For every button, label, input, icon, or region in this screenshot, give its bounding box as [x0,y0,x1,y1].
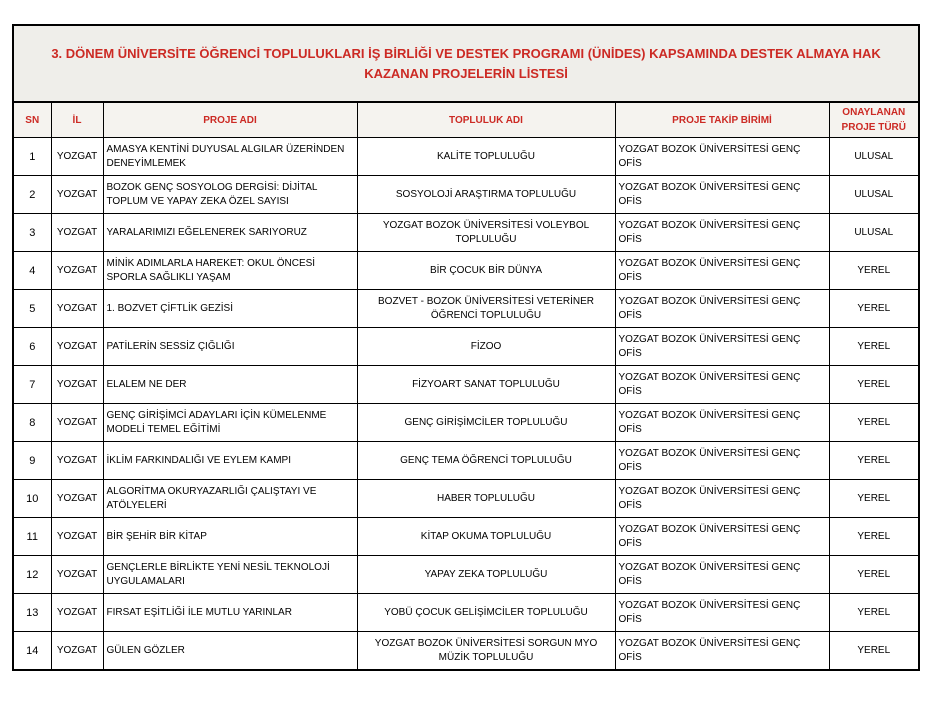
row-proje-adi: 1. BOZVET ÇİFTLİK GEZİSİ [103,290,357,328]
row-proje-adi: BİR ŞEHİR BİR KİTAP [103,518,357,556]
row-proje-adi: YARALARIMIZI EĞELENEREK SARIYORUZ [103,214,357,252]
table-row [13,518,919,556]
row-sn: 6 [13,328,51,366]
row-proje-turu: YEREL [829,594,919,632]
row-proje-turu: YEREL [829,556,919,594]
row-topluluk-adi: FİZYOART SANAT TOPLULUĞU [357,366,615,404]
row-takip-birimi: YOZGAT BOZOK ÜNİVERSİTESİ GENÇ OFİS [615,176,829,214]
row-il: YOZGAT [51,594,103,632]
row-proje-adi: PATİLERİN SESSİZ ÇIĞLIĞI [103,328,357,366]
row-takip-birimi: YOZGAT BOZOK ÜNİVERSİTESİ GENÇ OFİS [615,366,829,404]
table-row [13,214,919,252]
row-proje-adi: AMASYA KENTİNİ DUYUSAL ALGILAR ÜZERİNDEN DENEYİMLEMEK [103,138,357,176]
row-il: YOZGAT [51,328,103,366]
row-topluluk-adi: GENÇ GİRİŞİMCİLER TOPLULUĞU [357,404,615,442]
row-il: YOZGAT [51,214,103,252]
row-takip-birimi: YOZGAT BOZOK ÜNİVERSİTESİ GENÇ OFİS [615,290,829,328]
table-row [13,138,919,176]
row-takip-birimi: YOZGAT BOZOK ÜNİVERSİTESİ GENÇ OFİS [615,252,829,290]
row-sn: 10 [13,480,51,518]
row-takip-birimi: YOZGAT BOZOK ÜNİVERSİTESİ GENÇ OFİS [615,594,829,632]
header-proje-turu: ONAYLANAN PROJE TÜRÜ [829,102,919,138]
row-takip-birimi: YOZGAT BOZOK ÜNİVERSİTESİ GENÇ OFİS [615,556,829,594]
row-proje-adi: FIRSAT EŞİTLİĞİ İLE MUTLU YARINLAR [103,594,357,632]
row-proje-turu: YEREL [829,328,919,366]
table-body [13,138,919,671]
row-topluluk-adi: KİTAP OKUMA TOPLULUĞU [357,518,615,556]
row-proje-turu: YEREL [829,252,919,290]
row-proje-turu: YEREL [829,404,919,442]
row-sn: 11 [13,518,51,556]
row-proje-adi: ALGORİTMA OKURYAZARLIĞI ÇALIŞTAYI VE ATÖLYELERİ [103,480,357,518]
row-proje-adi: ELALEM NE DER [103,366,357,404]
row-topluluk-adi: YAPAY ZEKA TOPLULUĞU [357,556,615,594]
row-takip-birimi: YOZGAT BOZOK ÜNİVERSİTESİ GENÇ OFİS [615,328,829,366]
row-proje-turu: YEREL [829,480,919,518]
table-row [13,632,919,671]
header-proje-adi: PROJE ADI [103,102,357,138]
row-proje-adi: BOZOK GENÇ SOSYOLOG DERGİSİ: DİJİTAL TOPLUM VE YAPAY ZEKA ÖZEL SAYISI [103,176,357,214]
row-proje-adi: GENÇ GİRİŞİMCİ ADAYLARI İÇİN KÜMELENME MODELİ TEMEL EĞİTİMİ [103,404,357,442]
row-il: YOZGAT [51,632,103,671]
row-takip-birimi: YOZGAT BOZOK ÜNİVERSİTESİ GENÇ OFİS [615,632,829,671]
row-il: YOZGAT [51,176,103,214]
row-il: YOZGAT [51,480,103,518]
header-topluluk-adi: TOPLULUK ADI [357,102,615,138]
table-row [13,290,919,328]
row-sn: 14 [13,632,51,671]
row-takip-birimi: YOZGAT BOZOK ÜNİVERSİTESİ GENÇ OFİS [615,442,829,480]
row-proje-adi: GÜLEN GÖZLER [103,632,357,671]
row-sn: 13 [13,594,51,632]
row-takip-birimi: YOZGAT BOZOK ÜNİVERSİTESİ GENÇ OFİS [615,518,829,556]
row-topluluk-adi: BOZVET - BOZOK ÜNİVERSİTESİ VETERİNER ÖĞRENCİ TOPLULUĞU [357,290,615,328]
table-row [13,328,919,366]
row-il: YOZGAT [51,404,103,442]
row-topluluk-adi: FİZOO [357,328,615,366]
row-proje-adi: GENÇLERLE BİRLİKTE YENİ NESİL TEKNOLOJİ UYGULAMALARI [103,556,357,594]
row-proje-adi: MİNİK ADIMLARLA HAREKET: OKUL ÖNCESİ SPORLA SAĞLIKLI YAŞAM [103,252,357,290]
row-il: YOZGAT [51,138,103,176]
row-il: YOZGAT [51,556,103,594]
row-proje-turu: YEREL [829,366,919,404]
row-sn: 12 [13,556,51,594]
row-il: YOZGAT [51,518,103,556]
table-row [13,480,919,518]
header-il: İL [51,102,103,138]
row-sn: 7 [13,366,51,404]
header-sn: SN [13,102,51,138]
row-proje-adi: İKLİM FARKINDALIĞI VE EYLEM KAMPI [103,442,357,480]
row-sn: 4 [13,252,51,290]
row-sn: 2 [13,176,51,214]
project-list-sheet [12,24,918,671]
table-row [13,442,919,480]
table-row [13,594,919,632]
row-takip-birimi: YOZGAT BOZOK ÜNİVERSİTESİ GENÇ OFİS [615,480,829,518]
document-title: 3. DÖNEM ÜNİVERSİTE ÖĞRENCİ TOPLULUKLARI İŞ BİRLİĞİ VE DESTEK PROGRAMI (ÜNİDES) KAPSAMINDA DESTEK ALMAYA HAK KAZANAN PROJELERİN LİSTESİ [13,25,919,102]
row-il: YOZGAT [51,366,103,404]
row-sn: 1 [13,138,51,176]
row-topluluk-adi: KALİTE TOPLULUĞU [357,138,615,176]
row-topluluk-adi: YOBÜ ÇOCUK GELİŞİMCİLER TOPLULUĞU [357,594,615,632]
row-proje-turu: ULUSAL [829,138,919,176]
row-proje-turu: YEREL [829,290,919,328]
row-sn: 5 [13,290,51,328]
row-topluluk-adi: GENÇ TEMA ÖĞRENCİ TOPLULUĞU [357,442,615,480]
table-row [13,252,919,290]
row-topluluk-adi: YOZGAT BOZOK ÜNİVERSİTESİ SORGUN MYO MÜZİK TOPLULUĞU [357,632,615,671]
row-topluluk-adi: HABER TOPLULUĞU [357,480,615,518]
row-il: YOZGAT [51,442,103,480]
row-takip-birimi: YOZGAT BOZOK ÜNİVERSİTESİ GENÇ OFİS [615,138,829,176]
row-topluluk-adi: SOSYOLOJİ ARAŞTIRMA TOPLULUĞU [357,176,615,214]
table-row [13,404,919,442]
row-topluluk-adi: BİR ÇOCUK BİR DÜNYA [357,252,615,290]
row-il: YOZGAT [51,290,103,328]
row-il: YOZGAT [51,252,103,290]
row-proje-turu: YEREL [829,632,919,671]
table-header-row [13,102,919,138]
table-row [13,176,919,214]
row-proje-turu: ULUSAL [829,176,919,214]
row-sn: 3 [13,214,51,252]
table-row [13,366,919,404]
header-takip-birimi: PROJE TAKİP BİRİMİ [615,102,829,138]
project-table [12,24,920,671]
row-proje-turu: ULUSAL [829,214,919,252]
row-sn: 8 [13,404,51,442]
row-takip-birimi: YOZGAT BOZOK ÜNİVERSİTESİ GENÇ OFİS [615,404,829,442]
row-proje-turu: YEREL [829,442,919,480]
table-row [13,556,919,594]
row-proje-turu: YEREL [829,518,919,556]
row-topluluk-adi: YOZGAT BOZOK ÜNİVERSİTESİ VOLEYBOL TOPLULUĞU [357,214,615,252]
row-takip-birimi: YOZGAT BOZOK ÜNİVERSİTESİ GENÇ OFİS [615,214,829,252]
row-sn: 9 [13,442,51,480]
